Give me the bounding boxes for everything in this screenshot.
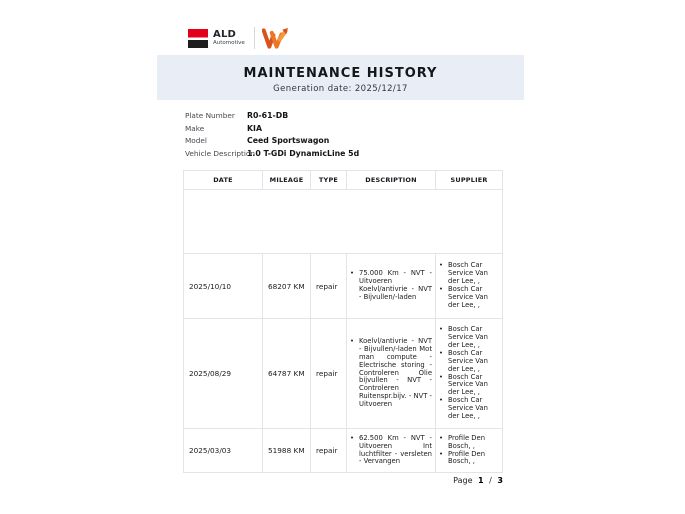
bullet-item xyxy=(439,435,499,451)
cell-mileage: 68207 KM xyxy=(263,254,311,318)
bullet-item xyxy=(439,286,499,310)
info-value: KIA xyxy=(247,123,262,133)
bullet-icon: • xyxy=(350,433,355,442)
generation-date: Generation date: 2025/12/17 xyxy=(273,84,408,94)
bullet-item xyxy=(350,338,432,409)
bullet-item xyxy=(350,435,432,467)
ald-logo-subtitle: Automotive xyxy=(213,39,245,46)
bullet-icon: • xyxy=(439,396,444,405)
bullet-list xyxy=(350,435,432,467)
page-number-separator: / xyxy=(489,476,492,485)
bullet-list xyxy=(439,435,499,467)
info-label: Plate Number xyxy=(185,111,235,120)
cell-mileage: 51988 KM xyxy=(263,429,311,472)
column-header-description: DESCRIPTION xyxy=(347,171,436,189)
ald-logo-name: ALD xyxy=(213,28,237,40)
bullet-list xyxy=(350,338,432,409)
bullet-text: Bosch Car Service Van der Lee, , xyxy=(448,261,488,286)
bullet-list xyxy=(350,270,432,302)
bullet-icon: • xyxy=(439,325,444,334)
cell-mileage: 64787 KM xyxy=(263,319,311,428)
bullet-text: Bosch Car Service Van der Lee, , xyxy=(448,372,488,397)
table-header-row xyxy=(184,171,502,190)
cell-supplier xyxy=(436,429,502,472)
page-number-total: 3 xyxy=(497,476,503,485)
bullet-text: Bosch Car Service Van der Lee, , xyxy=(448,396,488,420)
info-label: Model xyxy=(185,136,207,145)
table-row xyxy=(184,254,502,319)
page-title: MAINTENANCE HISTORY xyxy=(243,66,438,81)
ald-red-black-square-icon xyxy=(188,29,208,48)
cell-type: repair xyxy=(311,319,347,428)
bullet-text: Bosch Car Service Van der Lee, , xyxy=(448,285,488,309)
bullet-item xyxy=(350,270,432,302)
cell-date: 2025/08/29 xyxy=(184,319,263,428)
bullet-icon: • xyxy=(439,372,444,381)
column-header-mileage: MILEAGE xyxy=(263,171,311,189)
ald-logo-text xyxy=(213,30,245,47)
table-row xyxy=(184,429,502,472)
logo-divider xyxy=(254,27,255,49)
table-row xyxy=(184,319,502,429)
bullet-item xyxy=(439,350,499,374)
page-number-label: Page xyxy=(453,476,473,485)
bullet-item xyxy=(439,326,499,350)
bullet-list xyxy=(439,326,499,421)
bullet-icon: • xyxy=(439,285,444,293)
page-number-current: 1 xyxy=(478,476,484,485)
info-value: 1.0 T-GDi DynamicLine 5d xyxy=(247,148,360,158)
cell-type: repair xyxy=(311,429,347,472)
cell-date: 2025/03/03 xyxy=(184,429,263,472)
column-header-date: DATE xyxy=(184,171,263,189)
cell-type: repair xyxy=(311,254,347,318)
table-body xyxy=(184,190,502,472)
bullet-list xyxy=(439,262,499,309)
bullet-text: Profile Den Bosch, , xyxy=(448,433,486,450)
bullet-item xyxy=(439,262,499,286)
logo-bar xyxy=(188,27,288,49)
cell-supplier xyxy=(436,319,502,428)
bullet-icon: • xyxy=(350,269,355,278)
empty-table-row xyxy=(184,190,502,254)
vehicle-info xyxy=(185,110,359,160)
cell-supplier xyxy=(436,254,502,318)
w-arrow-logo-icon xyxy=(262,28,288,49)
bullet-icon: • xyxy=(439,433,444,442)
bullet-icon: • xyxy=(439,261,444,270)
bullet-text: Bosch Car Service Van der Lee, , xyxy=(448,325,488,349)
bullet-item xyxy=(439,397,499,421)
cell-description xyxy=(347,319,436,428)
bullet-icon: • xyxy=(350,337,355,346)
page-number xyxy=(183,476,503,485)
cell-description xyxy=(347,429,436,472)
bullet-icon: • xyxy=(439,348,444,357)
info-value: R0-61-DB xyxy=(247,111,289,120)
bullet-item xyxy=(439,374,499,398)
info-label: Make xyxy=(185,123,205,133)
bullet-text: 62.500 Km - NVT - Uitvoeren Int luchtfilter - versleten - Vervangen xyxy=(359,433,432,466)
bullet-text: Koelvl/antivrie - NVT - Bijvullen/-laden Mot man compute - Electrische storing - Controleren Olie bijvullen - NVT - Controleren Ruitenspr.bijv. - NVT - Uitvoeren xyxy=(359,337,432,409)
column-header-supplier: SUPPLIER xyxy=(450,176,488,184)
cell-description xyxy=(347,254,436,318)
info-value: Ceed Sportswagon xyxy=(247,136,330,145)
cell-date: 2025/10/10 xyxy=(184,254,263,318)
info-label: Vehicle Description xyxy=(185,148,255,158)
bullet-text: 75.000 Km - NVT - Uitvoeren Koelvl/antivrie - NVT - Bijvullen/-laden xyxy=(359,269,432,301)
maintenance-table xyxy=(183,170,503,473)
bullet-item xyxy=(439,451,499,467)
column-header-type: TYPE xyxy=(311,171,347,189)
bullet-icon: • xyxy=(439,449,444,458)
bullet-text: Bosch Car Service Van der Lee, , xyxy=(448,348,488,373)
bullet-text: Profile Den Bosch, , xyxy=(448,449,486,466)
banner xyxy=(157,55,524,100)
